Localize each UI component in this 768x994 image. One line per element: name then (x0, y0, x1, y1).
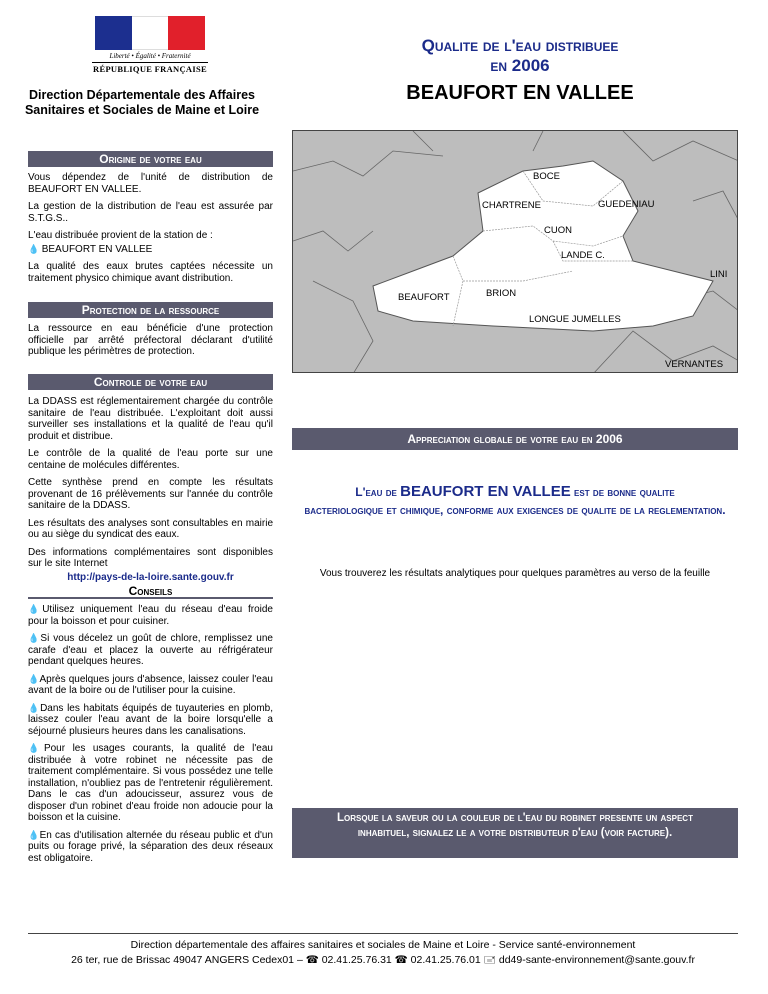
footer-line-1: Direction départementale des affaires sanitaires et sociales de Maine et Loire - Service santé-environnement (130, 939, 636, 951)
conseil-item: 💧Après quelques jours d'absence, laissez couler l'eau avant de la boire ou de l'utiliser pour la cuisine. (28, 673, 273, 696)
commune-title: BEAUFORT EN VALLEE (406, 82, 634, 104)
origine-text-3: L'eau distribuée provient de la station de : (28, 230, 213, 241)
map-label: LANDE C. (561, 250, 605, 261)
website-link[interactable]: http://pays-de-la-loire.sante.gouv.fr (67, 571, 234, 583)
map-label: CUON (544, 225, 572, 236)
conseil-item: 💧En cas d'utilisation alternée du réseau public et d'un puits ou forage privé, la séparation des deux réseaux est obligatoire. (28, 829, 273, 864)
page-title: Qualite de l'eau distribuee en 2006 (421, 36, 619, 75)
conseil-item: 💧Si vous décelez un goût de chlore, remplissez une carafe d'eau et placez la ouverte au réfrigérateur pendant quelques heures. (28, 633, 273, 667)
map-label: BOCE (533, 171, 560, 182)
footer-contact: 26 ter, rue de Brissac 49047 ANGERS Cedex01 – ☎ 02.41.25.76.31 ☎ 02.41.25.76.01 🖃 dd49-sante-environnement@sante.gouv.fr (71, 954, 695, 966)
department-name: Direction Départementale des Affaires Sanitaires et Sociales de Maine et Loire (24, 88, 260, 117)
conseil-item: 💧Pour les usages courants, la qualité de l'eau distribuée à votre robinet ne nécessite pas de traitement complémentaire. Si vous possédez une telle installation, n'oubliez pas de l'entretenir régulièrement. Dans le cas d'un adoucisseur, assurez vous de disposer d'un robinet d'eau froide non adoucie pour la boisson et la cuisine. (28, 743, 273, 823)
conseils-heading: Conseils (28, 583, 273, 599)
logo-motto: Liberté • Égalité • Fraternité (109, 52, 191, 60)
appreciation-heading: Appreciation globale de votre eau en 2006 (292, 428, 738, 450)
verso-note: Vous trouverez les résultats analytiques pour quelques paramètres au verso de la feuille (319, 568, 711, 579)
distribution-map (292, 130, 738, 373)
drop-icon: 💧 (28, 829, 40, 840)
map-label: GUEDENIAU (598, 199, 655, 210)
origine-section (28, 172, 273, 290)
logo-republic: RÉPUBLIQUE FRANÇAISE (93, 64, 207, 74)
conseils-section (28, 604, 273, 870)
drop-icon: 💧 (28, 702, 41, 713)
map-label: CHARTRENE (482, 200, 541, 211)
controle-text-3: Cette synthèse prend en compte les résultats provenant de 16 prélèvements sur l'année du contrôle sanitaire de la DDASS. (28, 477, 273, 511)
map-drawing (293, 131, 738, 373)
controle-text-1: La DDASS est réglementairement chargée du contrôle sanitaire de l'eau distribuée. L'exploitant doit aussi surveiller ses installations et la qualité de l'eau qu'il produit et distribue. (28, 396, 273, 442)
controle-heading: Controle de votre eau (28, 374, 273, 390)
drop-icon: 💧 (28, 673, 40, 684)
conseil-item: 💧Utilisez uniquement l'eau du réseau d'eau froide pour la boisson et pour cuisiner. (28, 604, 273, 627)
map-label: LONGUE JUMELLES (529, 314, 621, 325)
map-label: LINI (710, 269, 728, 280)
controle-section (28, 396, 273, 589)
tricolor-flag-icon (95, 16, 205, 50)
footer (28, 933, 738, 968)
origine-text-1: Vous dépendez de l'unité de distribution de BEAUFORT EN VALLEE. (28, 172, 273, 195)
origine-text-4: La qualité des eaux brutes captées nécessite un traitement physico chimique avant distribution. (28, 261, 273, 284)
republique-francaise-logo (92, 16, 208, 80)
drop-icon: 💧 (28, 743, 44, 753)
drop-icon: 💧 (28, 243, 42, 254)
map-label: VERNANTES (665, 359, 724, 370)
appreciation-verdict: L'eau de BEAUFORT EN VALLEE est de bonne qualite bacteriologique et chimique, conforme aux exigences de qualite de la reglementation. (304, 483, 726, 517)
protection-heading: Protection de la ressource (28, 302, 273, 318)
map-label: BEAUFORT (398, 292, 450, 303)
station-item: 💧 BEAUFORT EN VALLEE (28, 243, 153, 255)
map-label: BRION (486, 288, 517, 299)
drop-icon: 💧 (28, 604, 43, 614)
origine-text-2: La gestion de la distribution de l'eau est assurée par S.T.G.S.. (28, 201, 273, 224)
protection-text: La ressource en eau bénéficie d'une protection officielle par arrêté préfectoral déclarant d'utilité publique les périmètres de protection. (28, 323, 273, 357)
controle-text-5: Des informations complémentaires sont disponibles sur le site Internet (28, 546, 273, 569)
conseil-item: 💧Dans les habitats équipés de tuyauteries en plomb, laissez couler l'eau avant de la boire lorsqu'elle a séjourné plusieurs heures dans les canalisations. (28, 702, 273, 737)
controle-text-4: Les résultats des analyses sont consultables en mairie ou au siège du syndicat des eaux. (28, 517, 273, 540)
drop-icon: 💧 (28, 633, 41, 643)
controle-text-2: Le contrôle de la qualité de l'eau porte sur une centaine de molécules différentes. (28, 448, 273, 471)
origine-heading: Origine de votre eau (28, 151, 273, 167)
alert-box: Lorsque la saveur ou la couleur de l'eau du robinet presente un aspect inhabituel, signalez le a votre distributeur d'eau (voir facture). (292, 808, 738, 858)
